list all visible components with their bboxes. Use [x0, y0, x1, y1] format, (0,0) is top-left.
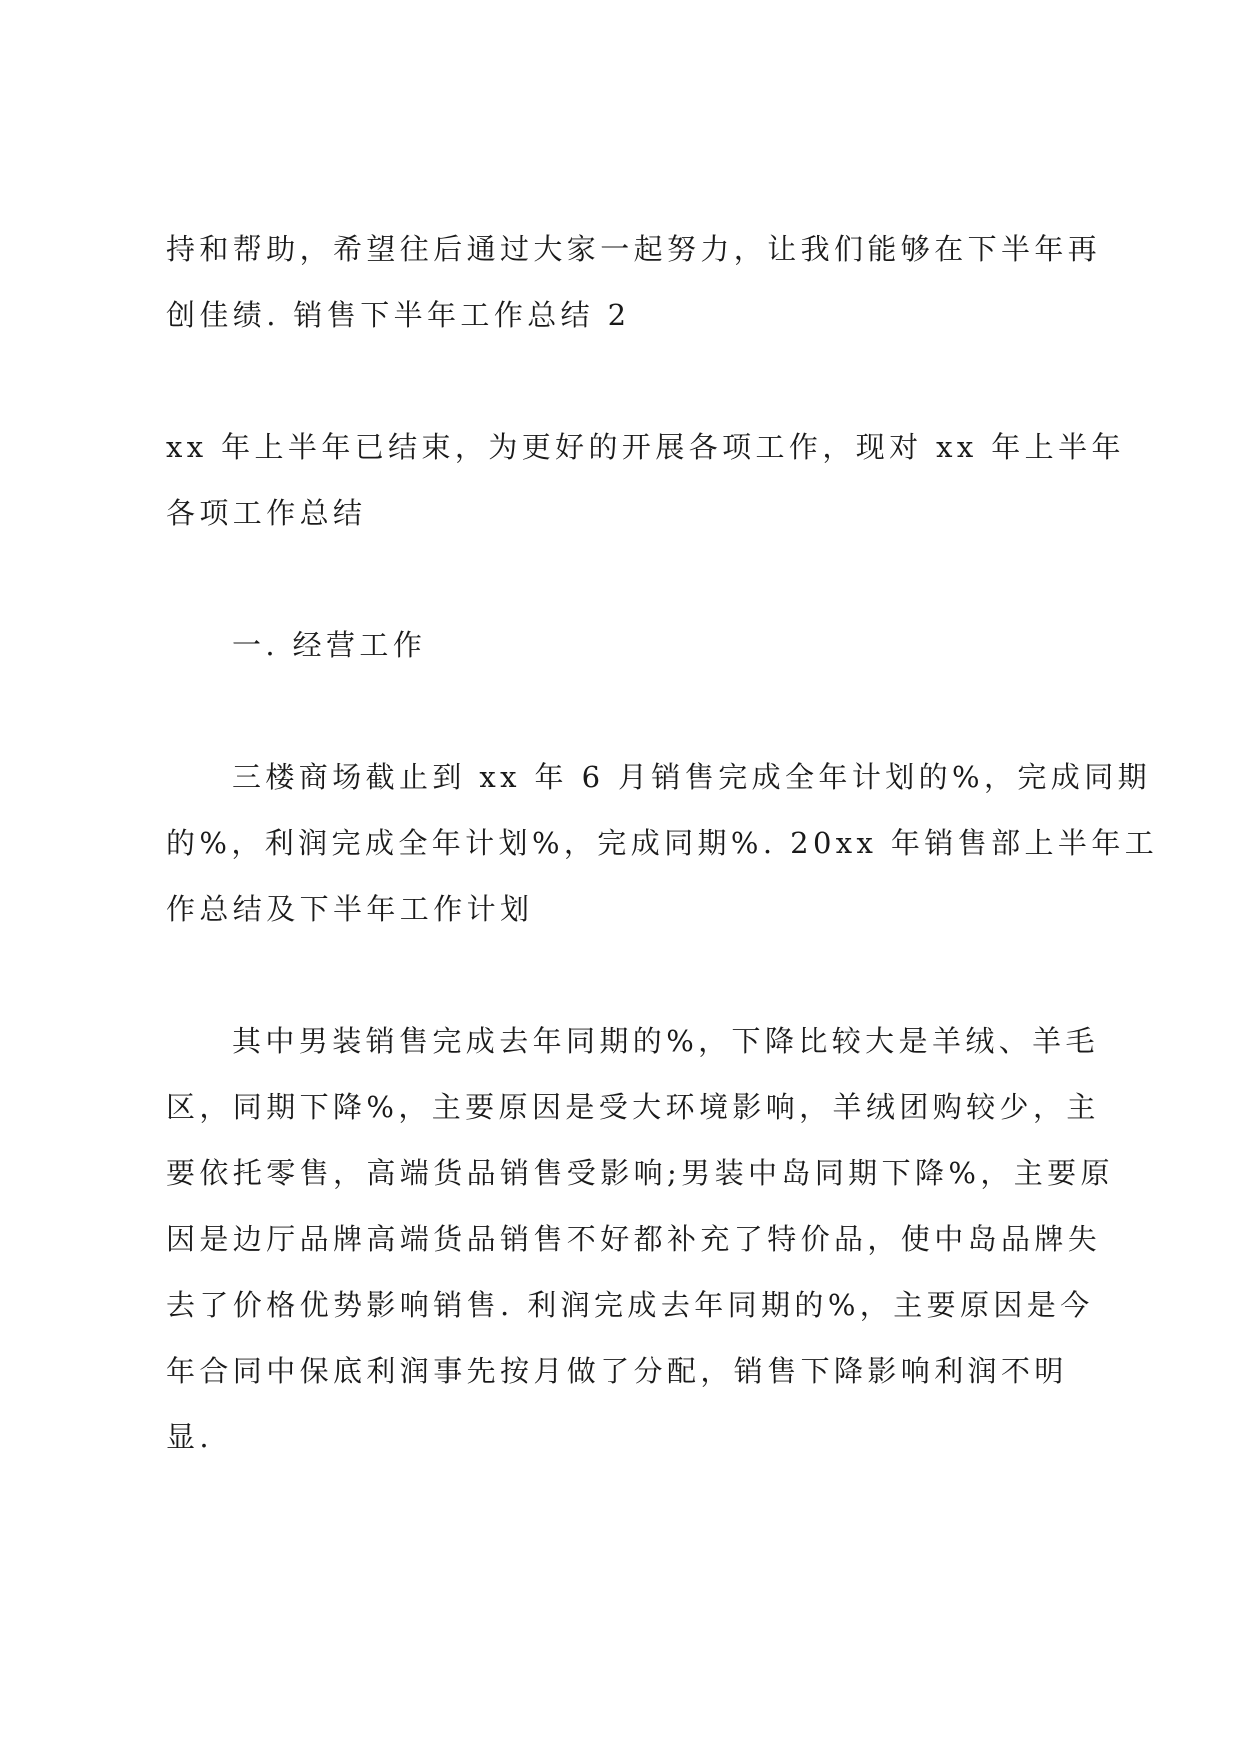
paragraph-5-line-4: 因是边厅品牌高端货品销售不好都补充了特价品，使中岛品牌失	[166, 1222, 1102, 1256]
paragraph-5-line-1: 其中男装销售完成去年同期的%，下降比较大是羊绒、羊毛	[232, 1024, 1099, 1058]
paragraph-5-line-5: 去了价格优势影响销售. 利润完成去年同期的%，主要原因是今	[166, 1288, 1094, 1322]
paragraph-4-line-1: 三楼商场截止到 xx 年 6 月销售完成全年计划的%，完成同期	[232, 760, 1151, 794]
paragraph-5-line-2: 区，同期下降%，主要原因是受大环境影响，羊绒团购较少，主	[166, 1090, 1100, 1124]
paragraph-5-line-6: 年合同中保底利润事先按月做了分配，销售下降影响利润不明	[166, 1354, 1068, 1388]
paragraph-1-line-2: 创佳绩. 销售下半年工作总结 2	[166, 298, 631, 332]
paragraph-4-line-3: 作总结及下半年工作计划	[166, 892, 534, 926]
paragraph-5-line-7: 显.	[166, 1420, 214, 1454]
paragraph-5-line-3: 要依托零售，高端货品销售受影响;男装中岛同期下降%，主要原	[166, 1156, 1114, 1190]
paragraph-1-line-1: 持和帮助，希望往后通过大家一起努力，让我们能够在下半年再	[166, 232, 1102, 266]
paragraph-2-line-1: xx 年上半年已结束，为更好的开展各项工作，现对 xx 年上半年	[166, 430, 1125, 464]
paragraph-4-line-2: 的%，利润完成全年计划%，完成同期%. 20xx 年销售部上半年工	[166, 826, 1159, 860]
section-heading-business: 一. 经营工作	[232, 628, 427, 662]
paragraph-2-line-2: 各项工作总结	[166, 496, 367, 530]
